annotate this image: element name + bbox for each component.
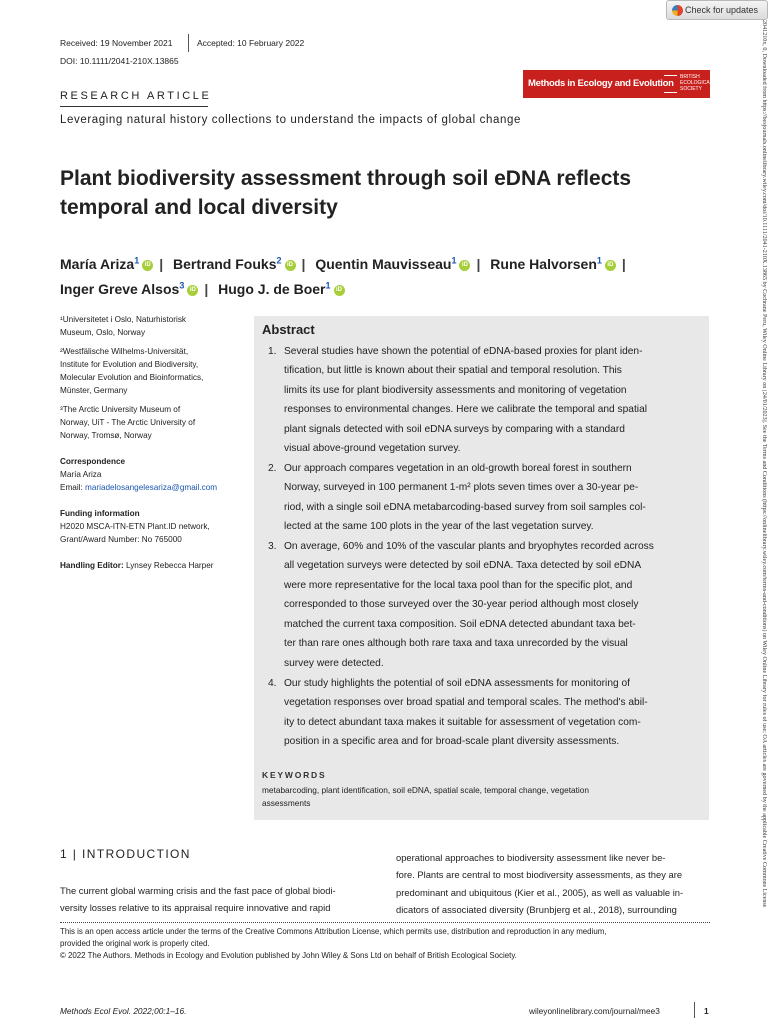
abstract-line: visual above-ground vegetation survey. [284,443,461,454]
abstract-line: all vegetation surveys were detected by soil eDNA. Taxa detected by soil eDNA [284,560,642,571]
crossmark-icon [672,5,683,16]
abstract-line: corresponded to those surveyed over the 30-year period although most closely [284,599,639,610]
abstract-line: responses to environmental changes. Here we calibrate the temporal and spatial [284,404,647,415]
correspondence: Correspondence María Ariza Email: mariadelosangelesariza@gmail.com [60,457,218,492]
abstract-line: riod, with a single soil eDNA metabarcoding-based survey from soil samples col- [284,502,646,513]
abstract-line: position in a specific area and for broad-scale plant diversity assessments. [284,736,620,747]
affiliation-2: ²Westfälische Wilhelms-Universität, Institute for Evolution and Biodiversity, Molecular Evolution and Bioinformatics, Münster, Germany [60,347,204,395]
author-name[interactable]: Quentin Mauvisseau$^1$ [315,255,457,272]
abstract-line: Our approach compares vegetation in an old-growth boreal forest in southern [284,463,632,474]
abstract-heading: Abstract [262,322,315,337]
abstract-line: lected at the same 100 plots in the year of the last vegetation survey. [284,521,594,532]
author-name[interactable]: Bertrand Fouks$^2$ [173,255,282,272]
orcid-icon[interactable]: iD [142,260,153,271]
handling-editor: Handling Editor: Lynsey Rebecca Harper [60,561,214,570]
author-list: María Ariza$^1$ iD | Bertrand Fouks$^2$ iD | Quentin Mauvisseau$^1$ iD | Rune Halvorsen$^1$ iD | Inger Greve Alsos$^3$ iD | Hugo J. de Boer$^1$ iD [60,255,626,297]
orcid-icon[interactable]: iD [285,260,296,271]
abstract-line: On average, 60% and 10% of the vascular plants and bryophytes recorded across [284,541,654,552]
affiliation-1: ¹Universitetet i Oslo, Naturhistorisk Museum, Oslo, Norway [60,315,187,337]
society-name: BRITISH ECOLOGICAL SOCIETY [680,74,713,92]
orcid-icon[interactable]: iD [605,260,616,271]
journal-name: Methods in Ecology and Evolution [528,78,674,89]
page-number: 1 [704,1006,709,1016]
article-type: RESEARCH ARTICLE [60,90,212,102]
doi: DOI: 10.1111/2041-210X.13865 [60,56,179,66]
orcid-icon[interactable]: iD [334,285,345,296]
abstract-item-number: 4. [268,678,277,689]
orcid-icon[interactable]: iD [187,285,198,296]
date-divider [188,34,189,52]
author-name[interactable]: María Ariza$^1$ [60,255,140,272]
abstract-line: ity to detect abundant taxa makes it suitable for assessment of vegetation com- [284,717,641,728]
left-sidebar [60,313,245,572]
abstract-line: limits its use for plant biodiversity assessments and monitoring of vegetation [284,385,627,396]
orcid-icon[interactable]: iD [459,260,470,271]
bes-logo-icon [664,75,677,93]
article-title: Plant biodiversity assessment through soil eDNA reflects temporal and local diversity [60,167,632,219]
funding-info: Funding information H2020 MSCA-ITN-ETN Plant.ID network, Grant/Award Number: No 765000 [60,509,210,544]
accepted-date: Accepted: 10 February 2022 [197,38,305,48]
abstract-line: tification, but little is known about their spatial and temporal resolution. This [284,365,622,376]
special-feature: Leveraging natural history collections to understand the impacts of global change [60,114,521,126]
abstract-line: vegetation responses over broad spatial and temporal scales. The method's abil- [284,697,648,708]
abstract-item-number: 1. [268,346,277,357]
check-for-updates-button[interactable] [666,0,768,20]
intro-right-text: operational approaches to biodiversity assessment like never be- fore. Plants are central to most biodiversity assessments, as they are predominant and ubiquitous (Kier et al., 2005), as well as valuable in- dicators of associated diversity (Brunbjerg et al., 2018), surrounding [396,852,684,915]
abstract-line: survey were detected. [284,658,384,669]
abstract-line: plant signals detected with soil eDNA surveys by comparing with a standard [284,424,625,435]
footer-citation: Methods Ecol Evol. 2022;00:1–16. [60,1006,187,1016]
abstract-line: Norway, surveyed in 100 permanent 1-m² plots seven times over a 30-year pe- [284,482,639,493]
license-text: This is an open access article under the terms of the Creative Commons Attribution License, which permits use, distribution and reproduction in any medium, provided the original work is properly cited. © 2022 The Authors. Methods in Ecology and Evolution published by John Wiley & Sons Ltd on behalf of British Ecological Society. [60,927,607,960]
intro-left-text: The current global warming crisis and the fast pace of global biodi- versity losses relative to its appraisal require innovative and rapid [60,885,336,913]
keywords-heading: KEYWORDS [262,770,327,780]
header-rule [60,106,208,107]
footer-url[interactable]: wileyonlinelibrary.com/journal/mee3 [529,1006,660,1016]
abstract-line: matched the current taxa composition. Soil eDNA detected abundant taxa bet- [284,619,636,630]
footer-divider [694,1002,695,1018]
check-for-updates-label: Check for updates [685,5,759,15]
abstract-line: ter than rare ones although both rare taxa and taxa unrecorded by the visual [284,638,628,649]
abstract-line: Our study highlights the potential of soil eDNA assessments for monitoring of [284,678,630,689]
abstract-item-number: 2. [268,463,277,474]
side-download-text: 2041210x, 0, Downloaded from https://besjournals.onlinelibrary.wiley.com/doi/10.1111/2041-210X.13865 by Cochrane Peru, Wiley Online Library on [24/01/2023]. See the Terms and Conditions (https://onlinelibrary.wiley.com/terms-and-conditions) on Wiley Online Library for rules of use; OA articles are governed by the applicable Creative Commons License [761,20,767,908]
author-name[interactable]: Rune Halvorsen$^1$ [490,255,602,272]
author-name[interactable]: Hugo J. de Boer$^1$ [218,280,331,297]
keywords: metabarcoding, plant identification, soil eDNA, spatial scale, temporal change, vegetation assessments [262,785,589,808]
abstract-line: were more representative for the local taxa pool than for the specific plot, and [284,580,633,591]
email-link[interactable]: mariadelosangelesariza@gmail.com [85,483,218,492]
author-name[interactable]: Inger Greve Alsos$^3$ [60,280,185,297]
license-rule [60,922,710,923]
abstract-item-number: 3. [268,541,277,552]
intro-heading: 1 | INTRODUCTION [60,847,191,861]
journal-badge [523,70,713,98]
affiliation-3: ³The Arctic University Museum of Norway, UiT - The Arctic University of Norway, Tromsø, Norway [60,405,196,440]
received-date: Received: 19 November 2021 [60,38,173,48]
abstract-line: Several studies have shown the potential of eDNA-based proxies for plant iden- [284,346,643,357]
